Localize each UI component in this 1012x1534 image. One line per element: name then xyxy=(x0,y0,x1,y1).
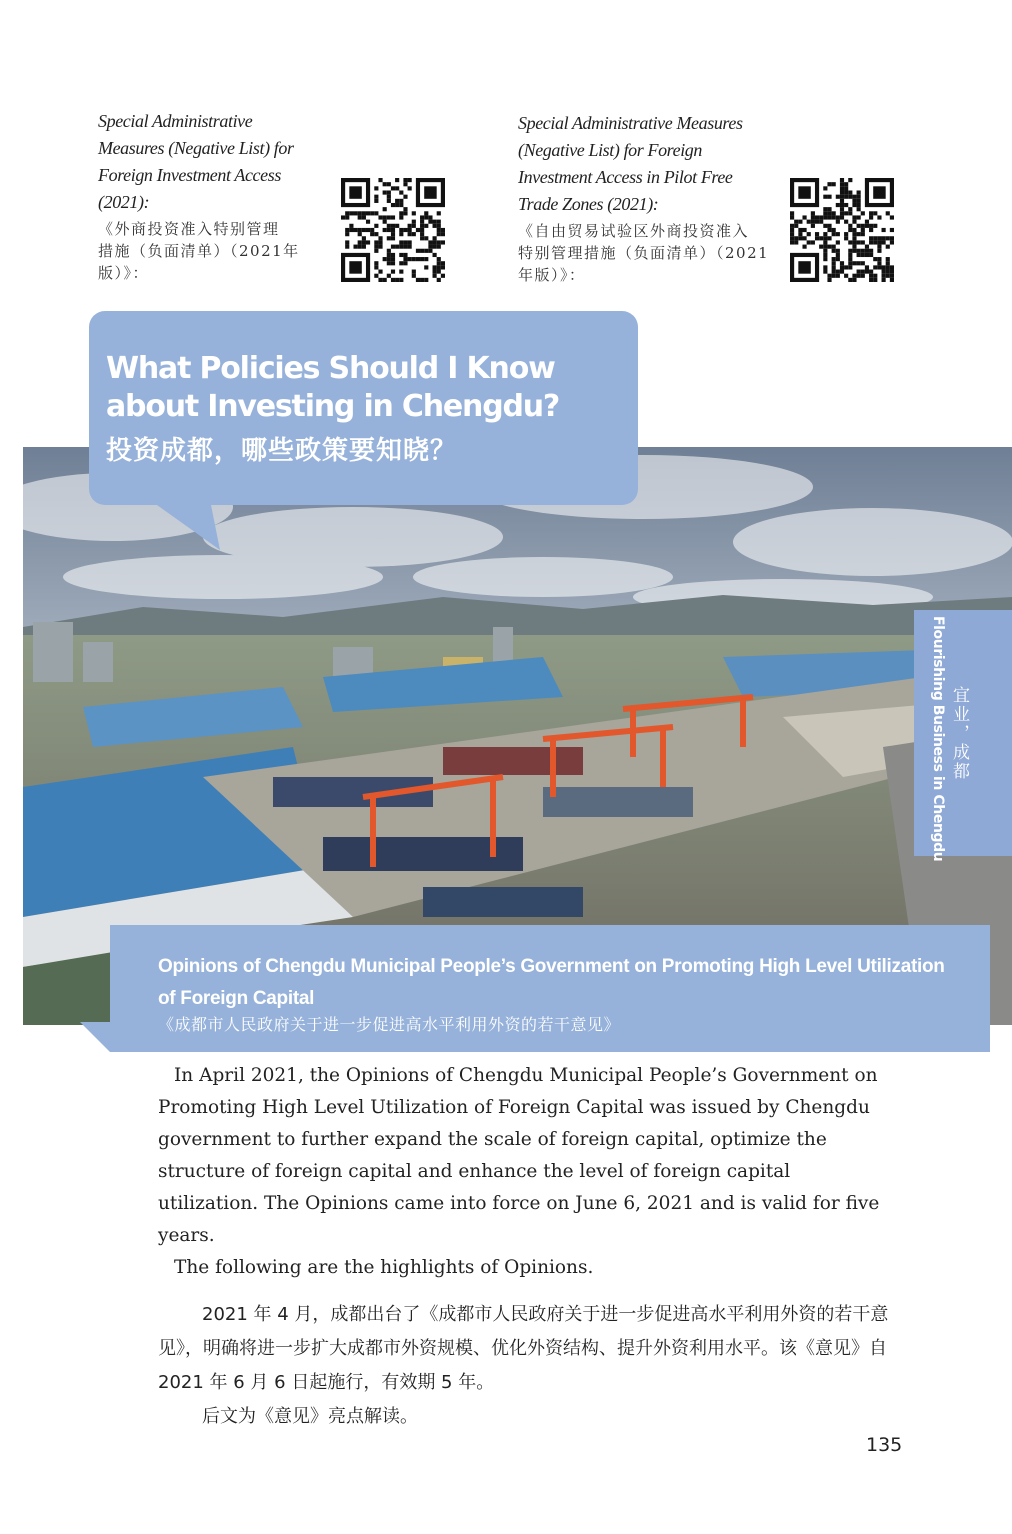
reference-title-zh: 《自由贸易试验区外商投资准入 特别管理措施（负面清单）（2021 年版）》： xyxy=(518,222,770,284)
reference-title-zh: 《外商投资准入特别管理 措施（负面清单）（2021年 版）》： xyxy=(98,220,300,282)
reference-negative-list xyxy=(98,108,338,284)
body-paragraph: 2021 年 4 月，成都出台了《成都市人民政府关于进一步促进高水平利用外资的若干意见》，明确将进一步扩大成都市外资规模、优化外资结构、提升外资利用水平。该《意见》自 2021 年 6 月 6 日起施行，有效期 5 年。 xyxy=(158,1304,889,1393)
qr-code-graphic xyxy=(790,178,894,282)
qr-code-icon[interactable] xyxy=(790,178,894,282)
qr-code-icon[interactable] xyxy=(341,178,445,282)
body-text-en xyxy=(158,1060,893,1284)
body-text-zh xyxy=(158,1298,898,1434)
document-caption-en: Opinions of Chengdu Municipal People’s Government on Promoting High Level Utilization of Foreign Capital xyxy=(158,956,945,1009)
document-caption-zh: 《成都市人民政府关于进一步促进高水平利用外资的若干意见》 xyxy=(158,1015,621,1034)
chapter-side-tab-zh: 宜业，成都 xyxy=(949,686,969,781)
section-title-en: What Policies Should I Know about Investing in Chengdu? xyxy=(106,351,560,424)
reference-title-en: Special Administrative Measures (Negative List) for Foreign Investment Access (2021): xyxy=(98,111,294,212)
section-title-zh: 投资成都，哪些政策要知晓？ xyxy=(106,436,458,466)
reference-title-en: Special Administrative Measures (Negative List) for Foreign Investment Access in Pilot Free Trade Zones (2021): xyxy=(518,113,743,214)
caption-corner-accent xyxy=(80,1022,112,1054)
bubble-tail xyxy=(150,500,225,552)
body-paragraph: The following are the highlights of Opinions. xyxy=(174,1257,594,1278)
body-paragraph: 后文为《意见》亮点解读。 xyxy=(202,1406,418,1427)
qr-code-graphic xyxy=(341,178,445,282)
page-number: 135 xyxy=(866,1434,903,1456)
body-paragraph: In April 2021, the Opinions of Chengdu Municipal People’s Government on Promoting High Level Utilization of Foreign Capital was issued by Chengdu government to further expand the scale of foreign capital, optimize the structure of foreign capital and enhance the level of foreign capital utilization. The Opinions came into force on June 6, 2021 and is valid for five years. xyxy=(158,1065,880,1246)
reference-ftz-negative-list xyxy=(518,110,788,286)
chapter-side-tab-en: Flourishing Business in Chengdu xyxy=(930,616,946,862)
